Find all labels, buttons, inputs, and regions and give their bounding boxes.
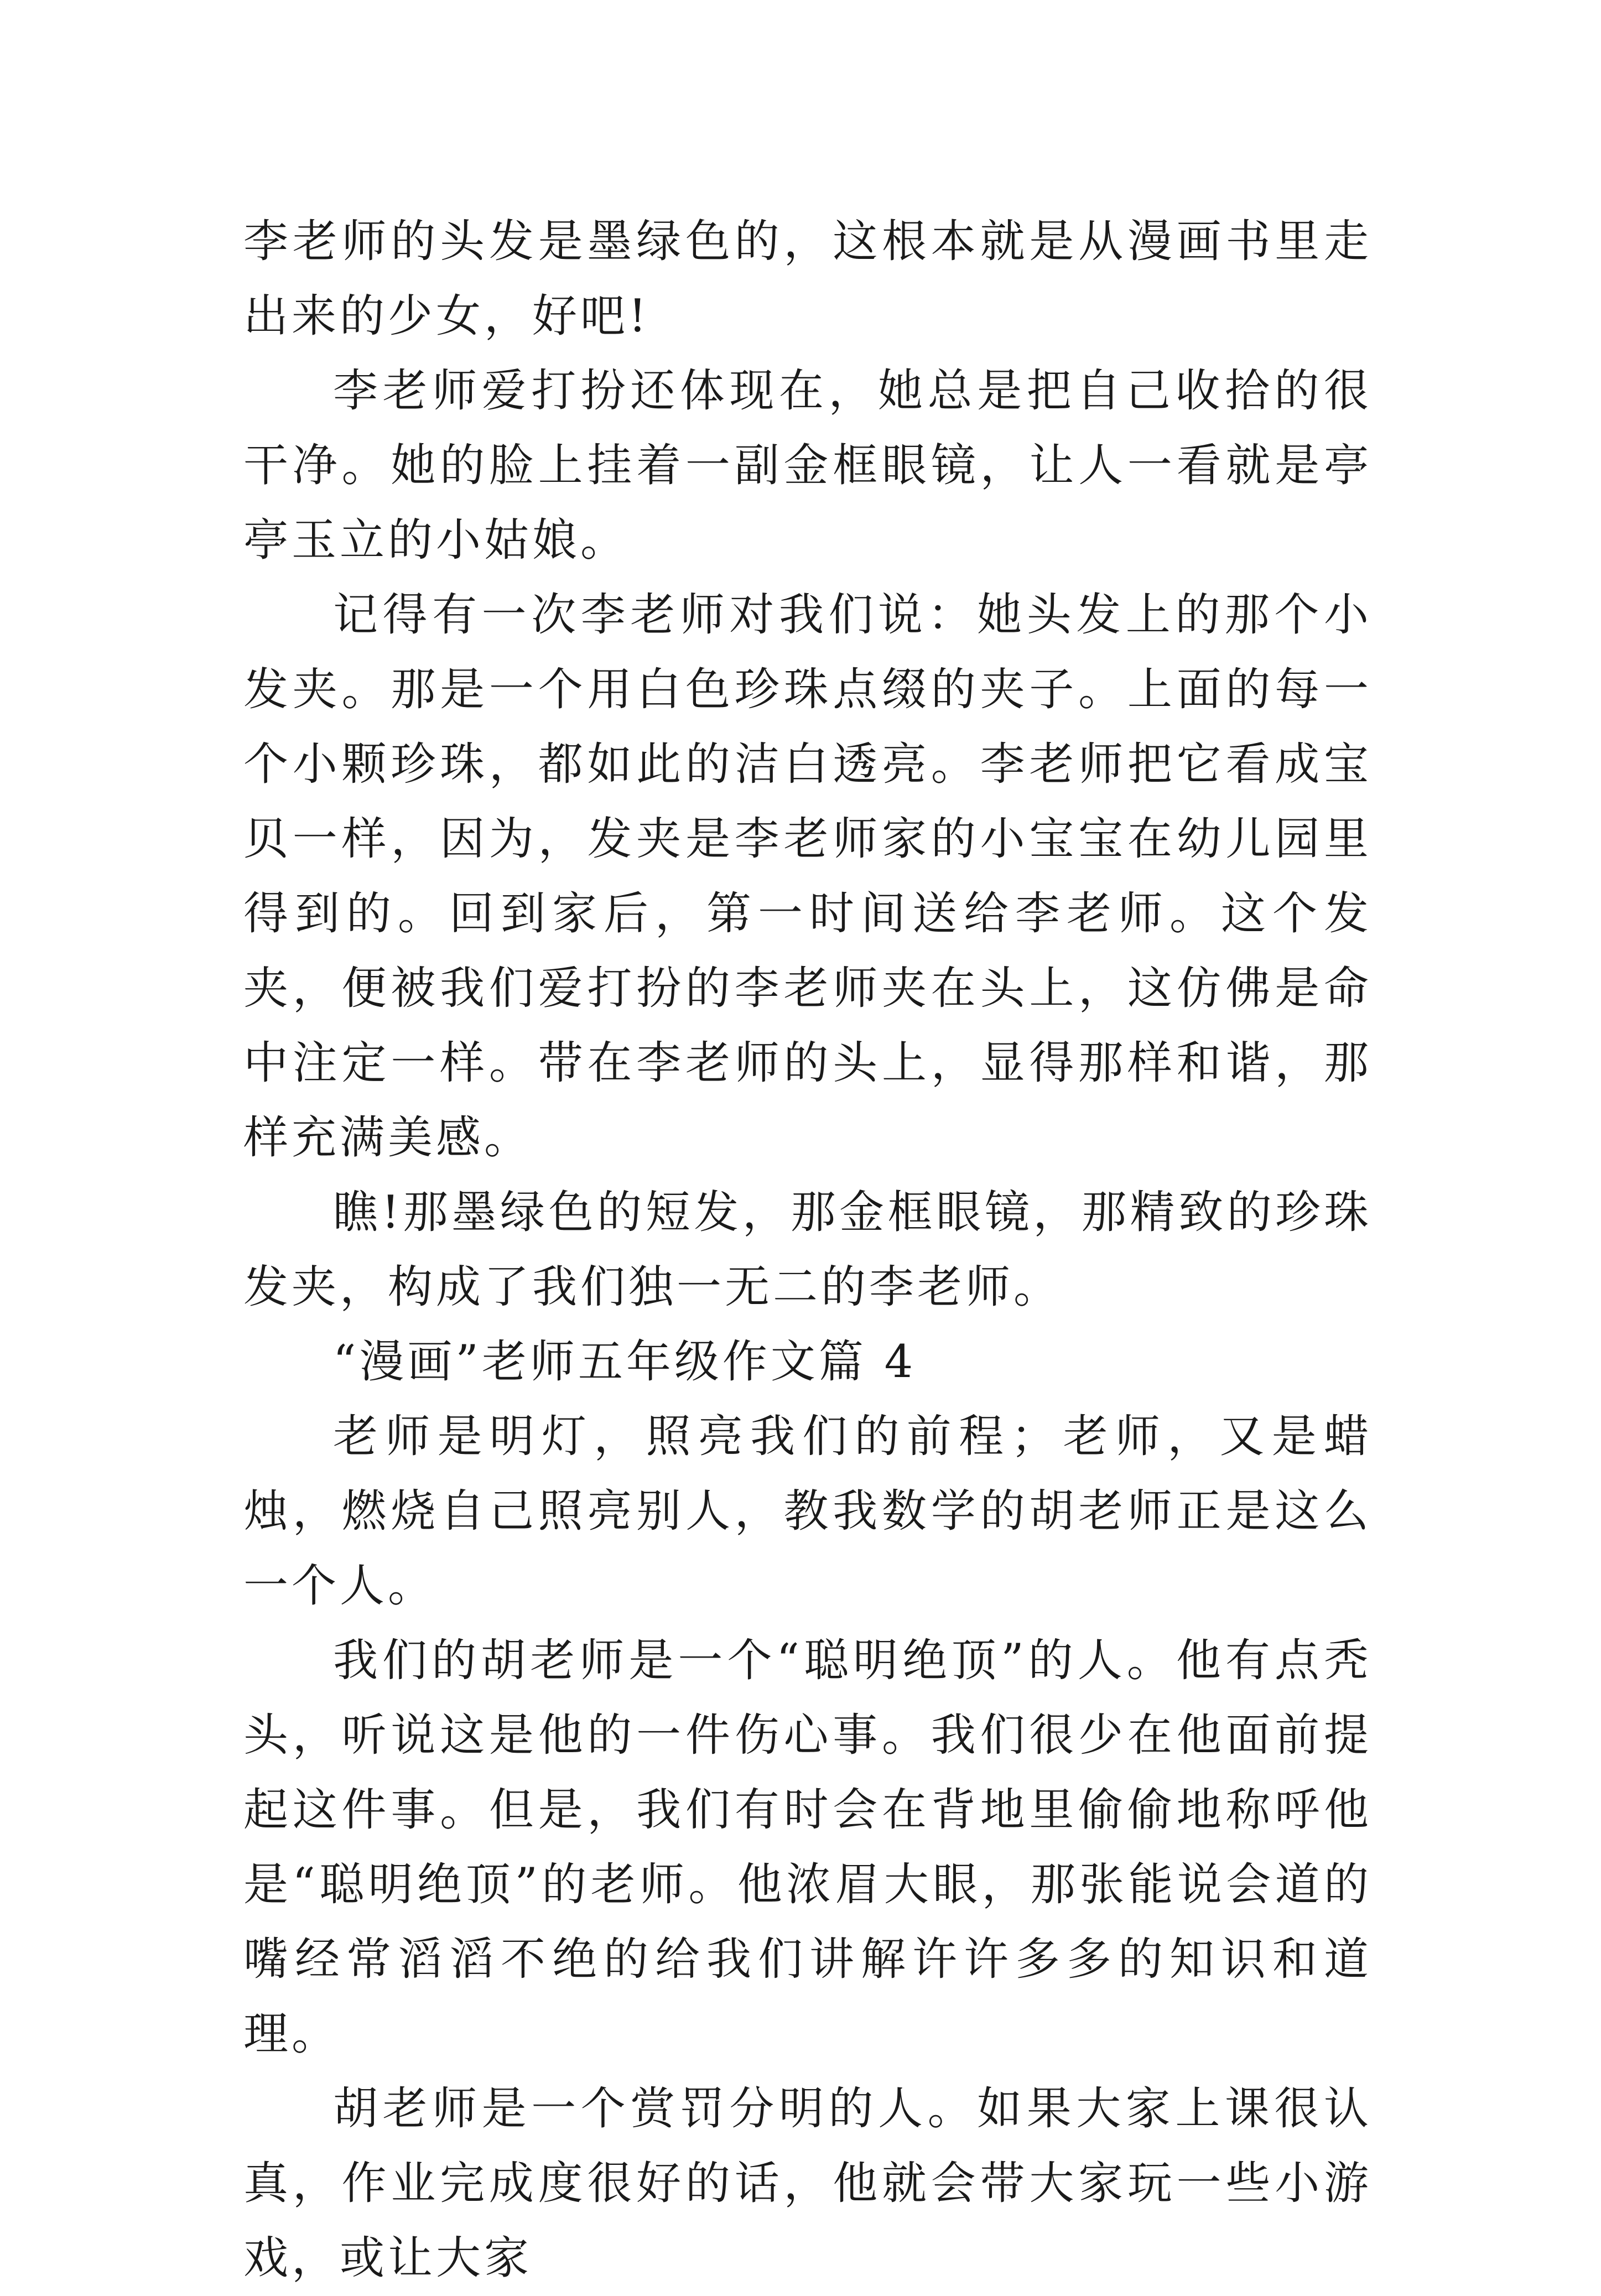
paragraph-6: 我们的胡老师是一个“聪明绝顶”的人。他有点秃头，听说这是他的一件伤心事。我们很少在他面前提起这件事。但是，我们有时会在背地里偷偷地称呼他是“聪明绝顶”的老师。他浓眉大眼，那张能说会道的嘴经常滔滔不绝的给我们讲解许许多多的知识和道理。 — [243, 1635, 1372, 2060]
paragraph-2: 李老师爱打扮还体现在，她总是把自己收拾的很干净。她的脸上挂着一副金框眼镜，让人一看就是亭亭玉立的小姑娘。 — [243, 365, 1372, 567]
document-body — [243, 205, 1372, 2296]
paragraph-4: 瞧!那墨绿色的短发，那金框眼镜，那精致的珍珠发夹，构成了我们独一无二的李老师。 — [243, 1187, 1372, 1313]
paragraph-5: 老师是明灯，照亮我们的前程；老师，又是蜡烛，燃烧自己照亮别人，教我数学的胡老师正是这么一个人。 — [243, 1411, 1372, 1612]
paragraph-1: 李老师的头发是墨绿色的，这根本就是从漫画书里走出来的少女，好吧! — [243, 216, 1372, 342]
section-heading: “漫画”老师五年级作文篇 4 — [333, 1336, 917, 1388]
paragraph-7: 胡老师是一个赏罚分明的人。如果大家上课很认真，作业完成度很好的话，他就会带大家玩一些小游戏，或让大家 — [243, 2083, 1372, 2284]
paragraph-3: 记得有一次李老师对我们说：她头发上的那个小发夹。那是一个用白色珍珠点缀的夹子。上面的每一个小颗珍珠，都如此的洁白透亮。李老师把它看成宝贝一样，因为，发夹是李老师家的小宝宝在幼儿园里得到的。回到家后，第一时间送给李老师。这个发夹，便被我们爱打扮的李老师夹在头上，这仿佛是命中注定一样。带在李老师的头上，显得那样和谐，那样充满美感。 — [243, 589, 1372, 1164]
